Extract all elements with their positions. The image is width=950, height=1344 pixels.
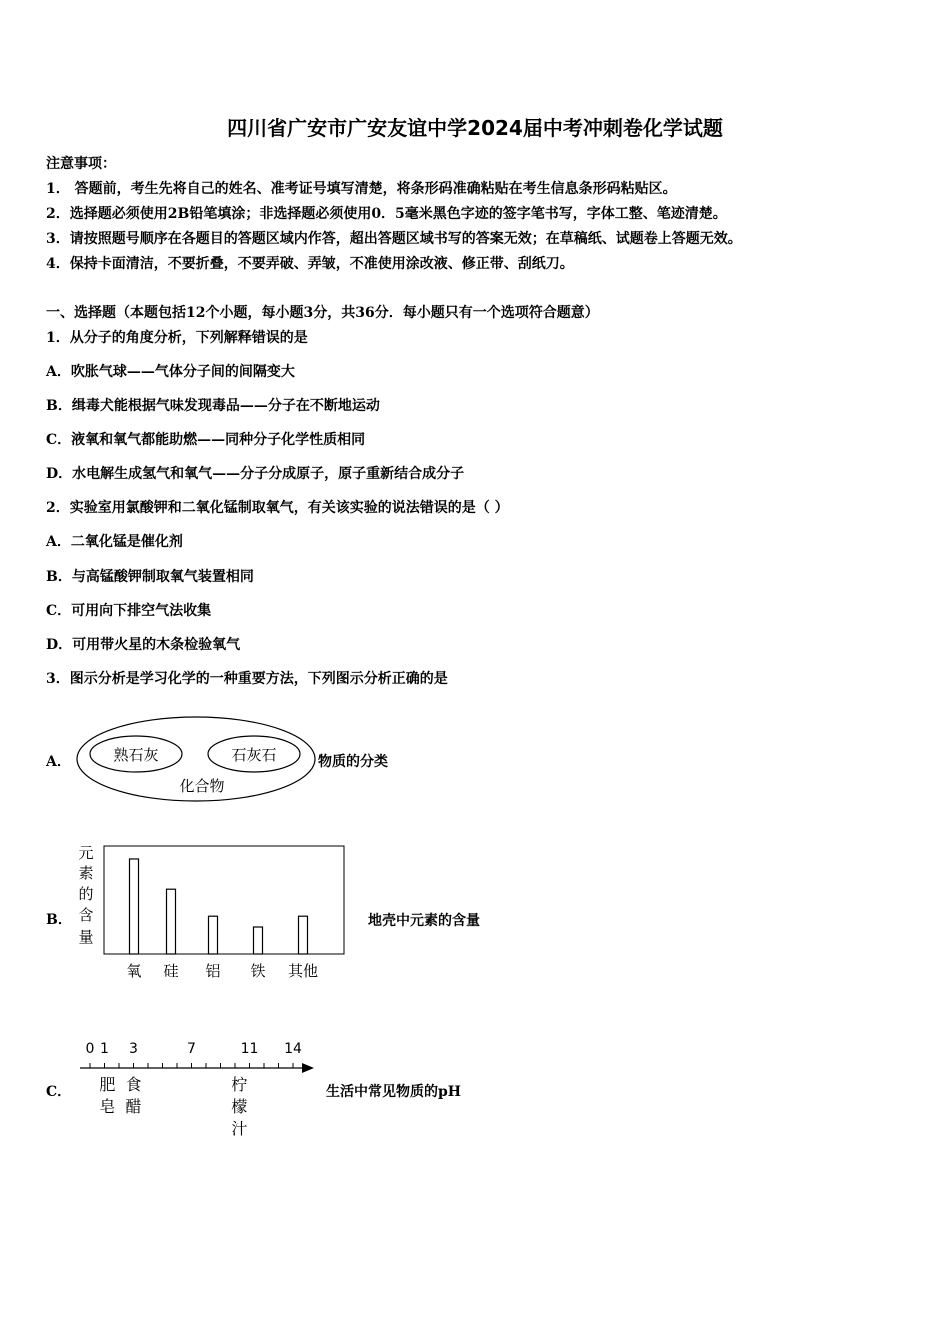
inner-left-label: 熟石灰: [113, 746, 159, 764]
category-label: 铁: [250, 962, 266, 980]
ph-substance-label: 肥: [99, 1075, 116, 1094]
category-label: 氧: [126, 962, 142, 980]
option-letter-c: C．: [46, 1084, 72, 1100]
notice-item: 1． 答题前，考生先将自己的姓名、准考证号填写清楚，将条形码准确粘贴在考生信息条形码粘贴区。: [46, 181, 677, 197]
bar: [130, 859, 139, 954]
option: B．缉毒犬能根据气味发现毒品——分子在不断地运动: [46, 398, 380, 414]
option-letter-b: B．: [46, 912, 72, 928]
notice-item: 4．保持卡面清洁，不要折叠，不要弄破、弄皱，不准使用涂改液、修正带、刮纸刀。: [46, 256, 574, 272]
y-axis-label: 的: [78, 885, 94, 903]
bars: [130, 859, 308, 954]
ph-substance-label: 汁: [231, 1119, 248, 1138]
ph-tick-labels: [86, 1041, 302, 1057]
y-axis-label: 含: [78, 906, 94, 924]
ph-substance-label: 檬: [231, 1097, 248, 1116]
y-axis-label: 量: [78, 928, 94, 946]
inner-right-label: 石灰石: [231, 746, 277, 764]
figure-c-caption: 生活中常见物质的pH: [326, 1084, 462, 1100]
ph-tick-label: 3: [129, 1041, 138, 1057]
category-label: 硅: [163, 962, 179, 980]
option-letter-a: A．: [46, 754, 71, 770]
option: C．液氧和氧气都能助燃——同种分子化学性质相同: [46, 432, 366, 448]
y-axis-label: 元: [78, 844, 94, 862]
ph-axis-arrow: [302, 1063, 314, 1073]
classification-diagram: [74, 714, 320, 804]
question-stem: 2．实验室用氯酸钾和二氧化锰制取氧气，有关该实验的说法错误的是（ ）: [46, 500, 509, 516]
bar: [299, 916, 308, 954]
page-title: 四川省广安市广安友谊中学2024届中考冲刺卷化学试题: [227, 116, 723, 140]
ph-substance-label: 皂: [99, 1097, 116, 1116]
ph-tick-label: 1: [100, 1041, 109, 1057]
notice-item: 2．选择题必须使用2B铅笔填涂；非选择题必须使用0．5毫米黑色字迹的签字笔书写，字体工整、笔迹清楚。: [46, 206, 727, 222]
option: D．水电解生成氢气和氧气——分子分成原子，原子重新结合成分子: [46, 466, 465, 482]
element-content-bar-chart: [72, 838, 352, 986]
option: B．与高锰酸钾制取氧气装置相同: [46, 569, 254, 585]
ph-ticks: [90, 1063, 293, 1068]
ph-substance-label: 柠: [231, 1075, 248, 1094]
option: D．可用带火星的木条检验氧气: [46, 637, 241, 653]
category-labels: [126, 962, 318, 980]
ph-tick-label: 11: [240, 1041, 259, 1057]
ph-substance-label: 醋: [125, 1097, 142, 1116]
ph-substances: [99, 1075, 247, 1138]
option: A．二氧化锰是催化剂: [46, 534, 183, 550]
figure-a-caption: 物质的分类: [318, 754, 388, 770]
section-heading: 一、选择题（本题包括12个小题，每小题3分，共36分．每小题只有一个选项符合题意）: [46, 305, 599, 321]
outer-label: 化合物: [179, 777, 225, 795]
figure-b-caption: 地壳中元素的含量: [368, 913, 480, 929]
category-label: 其他: [287, 962, 319, 980]
ph-tick-label: 0: [85, 1041, 95, 1057]
bar: [167, 889, 176, 954]
option: A．吹胀气球——气体分子间的间隔变大: [46, 364, 295, 380]
notice-item: 3．请按照题号顺序在各题目的答题区域内作答，超出答题区域书写的答案无效；在草稿纸、试题卷上答题无效。: [46, 231, 742, 247]
option: C．可用向下排空气法收集: [46, 603, 212, 619]
ph-tick-label: 14: [284, 1041, 302, 1057]
question-stem: 1．从分子的角度分析，下列解释错误的是: [46, 330, 308, 346]
ph-tick-label: 7: [187, 1041, 196, 1057]
category-label: 铝: [205, 962, 221, 980]
notice-heading: 注意事项：: [46, 156, 116, 172]
question-stem: 3．图示分析是学习化学的一种重要方法，下列图示分析正确的是: [46, 671, 448, 687]
ph-substance-label: 食: [125, 1075, 142, 1094]
bar: [209, 916, 218, 954]
bar: [254, 927, 263, 954]
ph-scale-diagram: [72, 1036, 322, 1144]
y-axis-label: 素: [78, 864, 94, 882]
